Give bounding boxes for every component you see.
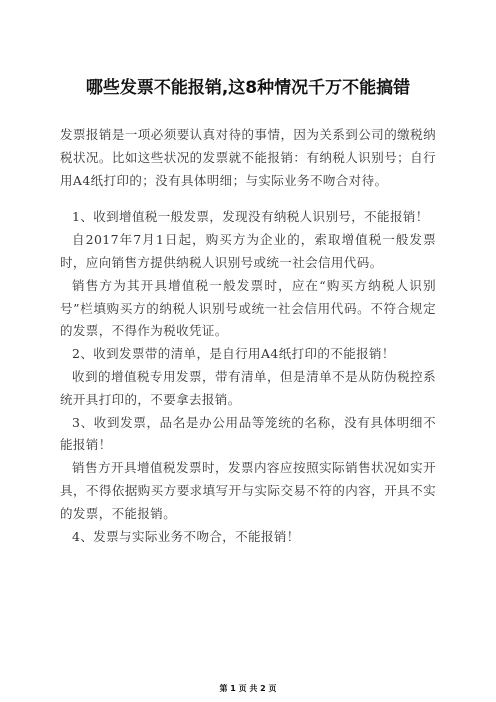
page-number-footer: 第 1 页 共 2 页 (219, 684, 277, 693)
section-3-heading: 3、收到发票，品名是办公用品等笼统的名称，没有具体明细不能报销！ (60, 414, 436, 453)
section-4-heading: 4、发票与实际业务不吻合，不能报销！ (72, 528, 300, 544)
section-3-paragraph: 销售方开具增值税发票时，发票内容应按照实际销售状况如实开具，不得依据购买方要求填写开与实际交易不符的内容，开具不实的发票，不能报销。 (60, 460, 436, 521)
section-1-paragraph-2: 销售方为其开具增值税一般发票时，应在“购买方纳税人识别号”栏填购买方的纳税人识别号或统一社会信用代码。不符合规定的发票，不得作为税收凭证。 (60, 277, 436, 339)
intro-paragraph: 发票报销是一项必须要认真对待的事情，因为关系到公司的缴税纳税状况。比如这些状况的发票就不能报销：有纳税人识别号；自行用A4纸打印的；没有具体明细；与实际业务不吻合对待。 (60, 127, 436, 188)
section-2-paragraph: 收到的增值税专用发票，带有清单，但是清单不是从防伪税控系统开具打印的，不要拿去报销。 (60, 368, 436, 407)
page-title: 哪些发票不能报销,这8种情况千万不能搞错 (85, 78, 411, 98)
section-1-paragraph-1: 自2017年7月1日起，购买方为企业的，索取增值税一般发票时，应向销售方提供纳税人识别号或统一社会信用代码。 (60, 232, 436, 270)
section-2-heading: 2、收到发票带的清单，是自行用A4纸打印的不能报销！ (72, 346, 395, 362)
paragraph-gap (60, 192, 436, 206)
section-1-heading: 1、收到增值税一般发票，发现没有纳税人识别号，不能报销！ (72, 209, 429, 225)
document-body (60, 124, 436, 548)
